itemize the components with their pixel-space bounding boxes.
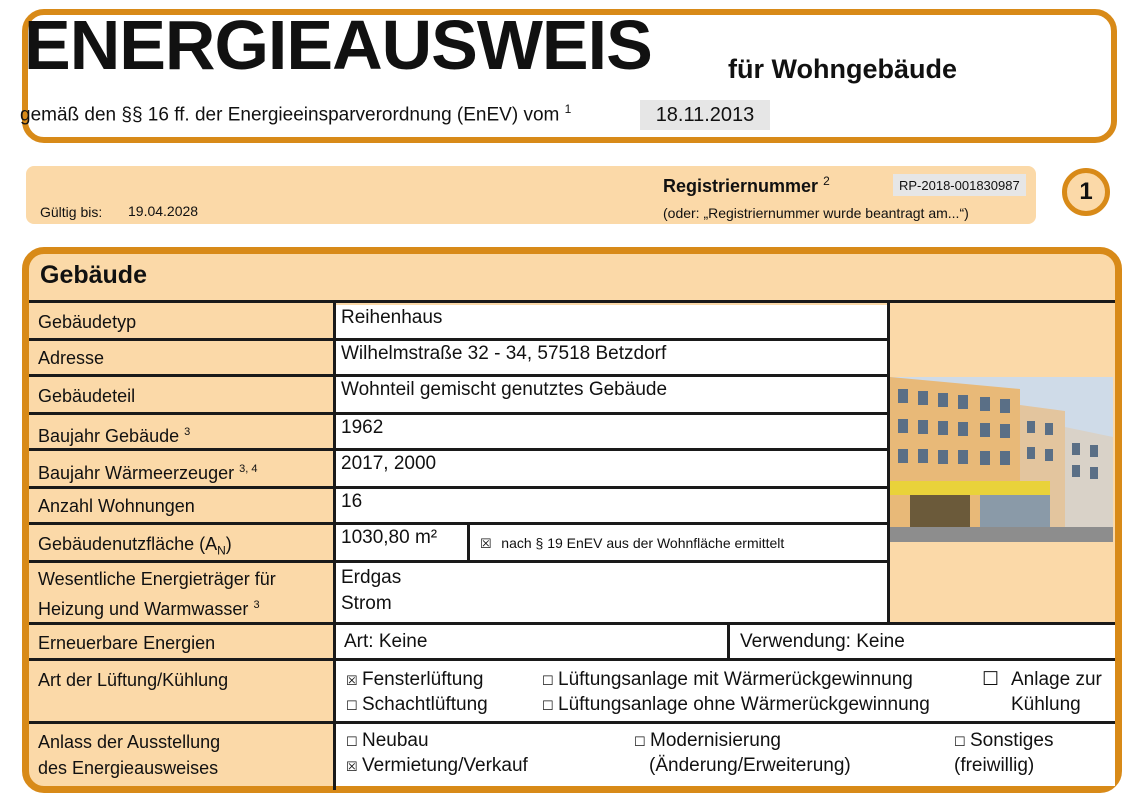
rental-sale-checkbox: ☒ <box>346 759 358 774</box>
energy-carriers-value <box>336 563 887 622</box>
rule-7 <box>29 560 887 563</box>
modernization-label: Modernisierung <box>650 730 781 751</box>
window-ventilation-checkbox: ☒ <box>346 673 358 688</box>
other-label-2: (freiwillig) <box>954 755 1035 776</box>
no-recovery-checkbox: ☐ <box>542 698 554 713</box>
cooling-checkbox: ☐ <box>982 669 1000 690</box>
column-divider <box>333 300 336 790</box>
shaft-ventilation-label: Schachtlüftung <box>362 694 488 715</box>
ventilation-with-recovery <box>542 667 913 694</box>
apartments-count-label: Anzahl Wohnungen <box>38 496 195 516</box>
shaft-ventilation-checkbox: ☐ <box>346 698 358 713</box>
registration-number-label-text: Registriernummer <box>663 176 819 196</box>
heat-generator-footnote: 3, 4 <box>239 463 258 475</box>
page-number-badge: 1 <box>1062 168 1110 216</box>
area-determination <box>470 525 887 560</box>
valid-until-value: 19.04.2028 <box>128 203 199 219</box>
energy-carriers-label-1: Wesentliche Energieträger für <box>38 569 276 589</box>
usable-area-subscript: N <box>217 543 226 558</box>
new-build-checkbox: ☐ <box>346 734 358 749</box>
window-ventilation-label: Fensterlüftung <box>362 669 484 690</box>
rule-10 <box>29 721 1115 724</box>
area-checkbox: ☒ <box>480 536 492 551</box>
rental-sale-label: Vermietung/Verkauf <box>362 755 528 776</box>
cooling-label-2: Kühlung <box>1011 694 1081 715</box>
rule-4 <box>29 448 887 451</box>
issuance-reason-options <box>336 724 1115 786</box>
building-photo <box>890 377 1113 542</box>
area-determination-text: nach § 19 EnEV aus der Wohnfläche ermittelt <box>501 535 785 551</box>
energy-carrier-gas: Erdgas <box>341 567 402 588</box>
no-recovery-label: Lüftungsanlage ohne Wärmerückgewinnung <box>558 694 930 715</box>
reason-rental-sale <box>346 753 528 780</box>
heat-generator-year-label-text: Baujahr Wärmeerzeuger <box>38 463 235 483</box>
rule-6 <box>29 522 887 525</box>
address-value: Wilhelmstraße 32 - 34, 57518 Betzdorf <box>336 341 887 374</box>
usable-area-label <box>38 531 232 564</box>
renewables-label: Erneuerbare Energien <box>38 633 216 653</box>
building-type-value: Reihenhaus <box>336 305 887 338</box>
document-title: ENERGIEAUSWEIS <box>24 6 652 84</box>
energy-carrier-electricity: Strom <box>341 593 392 614</box>
issuance-reason-label <box>38 729 220 781</box>
new-build-label: Neubau <box>362 730 429 751</box>
legal-basis-text: gemäß den §§ 16 ff. der Energieeinsparverordnung (EnEV) vom <box>20 104 560 126</box>
issuance-reason-label-1: Anlass der Ausstellung <box>38 732 221 752</box>
rule-5 <box>29 486 887 489</box>
building-part-label: Gebäudeteil <box>38 386 136 406</box>
energy-carriers-label-2-text: Heizung und Warmwasser <box>38 599 249 619</box>
energy-carriers-label <box>38 566 276 622</box>
rule-1 <box>29 338 887 341</box>
ventilation-window <box>346 667 483 694</box>
cooling-label-1: Anlage zur <box>1011 669 1102 690</box>
ventilation-label: Art der Lüftung/Kühlung <box>38 670 229 690</box>
rule-2 <box>29 374 887 377</box>
ventilation-shaft <box>346 692 488 719</box>
registration-number-value: RP-2018-001830987 <box>893 174 1026 196</box>
construction-year-value: 1962 <box>336 415 887 448</box>
modernization-checkbox: ☐ <box>634 734 646 749</box>
rule-9 <box>29 658 1115 661</box>
ventilation-options <box>336 661 1115 721</box>
reason-new-build <box>346 728 429 755</box>
construction-year-label-text: Baujahr Gebäude <box>38 426 180 446</box>
area-divider <box>467 522 470 562</box>
apartments-count-value: 16 <box>336 489 887 522</box>
legal-basis <box>20 102 571 126</box>
rule-top <box>29 300 1115 303</box>
modernization-label-2: (Änderung/Erweiterung) <box>649 755 851 776</box>
issuance-reason-label-2: des Energieausweises <box>38 758 219 778</box>
rule-3 <box>29 412 887 415</box>
registration-number-label <box>663 174 830 197</box>
document-subtitle: für Wohngebäude <box>728 54 957 84</box>
usable-area-label-close: ) <box>225 534 232 554</box>
renewable-usage-value: Verwendung: Keine <box>730 625 1115 658</box>
reason-modernization <box>634 728 781 755</box>
legal-basis-footnote: 1 <box>564 102 572 116</box>
rule-8 <box>29 622 1115 625</box>
heat-generator-year-label <box>38 456 257 486</box>
building-type-label: Gebäudetyp <box>38 312 137 332</box>
valid-until-label: Gültig bis: <box>40 204 103 220</box>
building-photo-image <box>890 377 1113 542</box>
building-part-value: Wohnteil gemischt genutztes Gebäude <box>336 377 887 412</box>
recovery-checkbox: ☐ <box>542 673 554 688</box>
usable-area-label-text: Gebäudenutzfläche (A <box>38 534 218 554</box>
section-title: Gebäude <box>40 261 147 289</box>
construction-year-footnote: 3 <box>184 426 191 438</box>
recovery-label: Lüftungsanlage mit Wärmerückgewinnung <box>558 669 913 690</box>
energy-carriers-footnote: 3 <box>253 599 260 611</box>
regulation-date: 18.11.2013 <box>640 100 770 130</box>
other-label: Sonstiges <box>970 730 1054 751</box>
registration-note: (oder: „Registriernummer wurde beantragt am...“) <box>663 205 969 221</box>
energy-carriers-label-2 <box>38 592 276 622</box>
heat-generator-year-value: 2017, 2000 <box>336 451 887 486</box>
renewable-divider <box>727 622 730 660</box>
ventilation-without-recovery <box>542 692 930 719</box>
address-label: Adresse <box>38 348 105 368</box>
construction-year-label <box>38 419 190 449</box>
usable-area-value: 1030,80 m² <box>336 525 467 560</box>
other-checkbox: ☐ <box>954 734 966 749</box>
renewable-type-value: Art: Keine <box>336 625 727 658</box>
reason-other <box>954 728 1053 755</box>
registration-footnote: 2 <box>823 174 830 188</box>
